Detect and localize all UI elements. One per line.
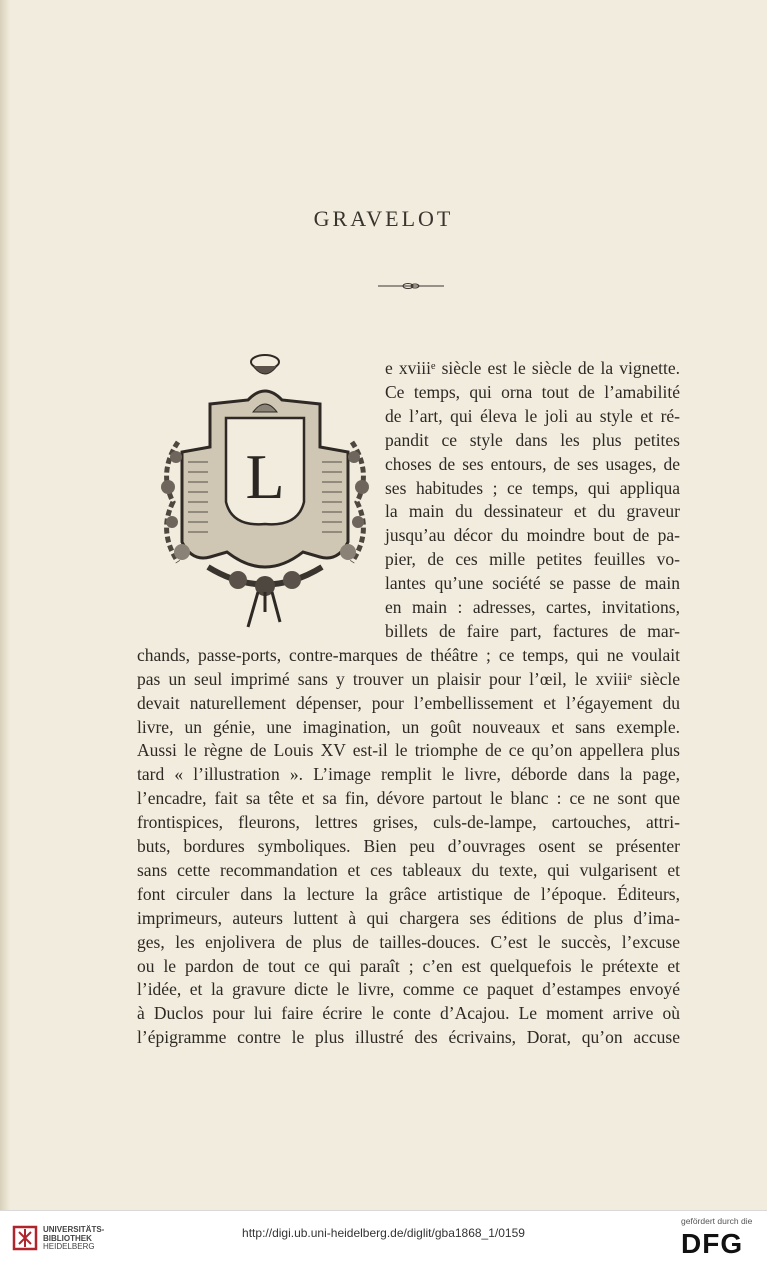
text-line: Aussi le règne de Louis XV est-il le triomphe de ce qu’on appellera plus — [137, 740, 680, 761]
text-line: ou le pardon de tout ce qui paraît ; c’en est quelquefois le prétexte et — [137, 955, 680, 976]
page-edge-shadow — [0, 0, 10, 1210]
university-library-name: UNIVERSITÄTS- BIBLIOTHEK HEIDELBERG — [43, 1225, 105, 1251]
text-line: l’encadre, fait sa tête et sa fin, dévore partout le blanc : ce ne sont que — [137, 788, 680, 809]
initial-letter: L — [245, 441, 285, 512]
text-line: buts, bordures symboliques. Bien peu d’ouvrages osent se présenter — [137, 836, 680, 856]
text-line: e xviiiᵉ siècle est le siècle de la vignette. — [385, 358, 680, 378]
text-line: billets de faire part, factures de mar- — [385, 620, 680, 641]
text-line: jusqu’au décor du moindre bout de pa- — [385, 525, 680, 546]
text-line: chands, passe-ports, contre-marques de théâtre ; ce temps, qui ne voulait — [137, 644, 680, 665]
text-line: livre, un génie, une imagination, un goût nouveaux et sans exemple. — [137, 716, 680, 737]
text-line: lantes qu’une société se passe de main — [385, 573, 680, 594]
text-line: sans cette recommandation et ces tableaux du texte, qui vulgarisent et — [137, 859, 680, 880]
text-line: l’épigramme contre le plus illustré des écrivains, Dorat, qu’on accuse — [137, 1027, 680, 1048]
text-line: pandit ce style dans les plus petites — [385, 429, 680, 450]
text-line: imprimeurs, auteurs luttent à qui chargera ses éditions de plus d’ima- — [137, 907, 680, 928]
page-url-link[interactable]: http://digi.ub.uni-heidelberg.de/diglit/gba1868_1/0159 — [242, 1226, 525, 1240]
text-line: la main du dessinateur et du graveur — [385, 501, 680, 522]
text-line: pas un seul imprimé sans y trouver un plaisir pour l’œil, le xviiiᵉ siècle — [137, 668, 680, 689]
text-line: en main : adresses, cartes, invitations, — [385, 597, 680, 617]
text-line: pier, de ces mille petites feuilles vo- — [385, 549, 680, 570]
text-line: ses habitudes ; ce temps, qui appliqua — [385, 477, 680, 498]
text-line: l’idée, et la gravure dicte le livre, comme ce paquet d’estampes envoyé — [137, 979, 680, 1000]
text-line: de l’art, qui éleva le joli au style et ré- — [385, 405, 680, 426]
title-ornament-rule — [378, 281, 444, 291]
funding-note: gefördert durch die — [681, 1216, 753, 1226]
text-line: tard « l’illustration ». L’image remplit le livre, déborde dans la page, — [137, 764, 680, 785]
ornamental-initial — [148, 352, 380, 634]
text-line: devait naturellement dépenser, pour l’embellissement et l’égayement du — [137, 692, 680, 713]
text-line: font circuler dans la lecture la grâce artistique de l’époque. Éditeurs, — [137, 883, 680, 904]
text-line: Ce temps, qui orna tout de l’amabilité — [385, 381, 680, 402]
text-line: choses de ses entours, de ses usages, de — [385, 453, 680, 474]
dfg-logo: DFG — [681, 1228, 744, 1259]
text-line: à Duclos pour lui faire écrire le conte d’Acajou. Le moment arrive où — [137, 1003, 680, 1024]
text-line: ges, les enjolivera de plus de tailles-douces. C’est le succès, l’excuse — [137, 931, 680, 952]
text-line: frontispices, fleurons, lettres grises, culs-de-lampe, cartouches, attri- — [137, 812, 680, 833]
chapter-title: GRAVELOT — [313, 206, 454, 231]
